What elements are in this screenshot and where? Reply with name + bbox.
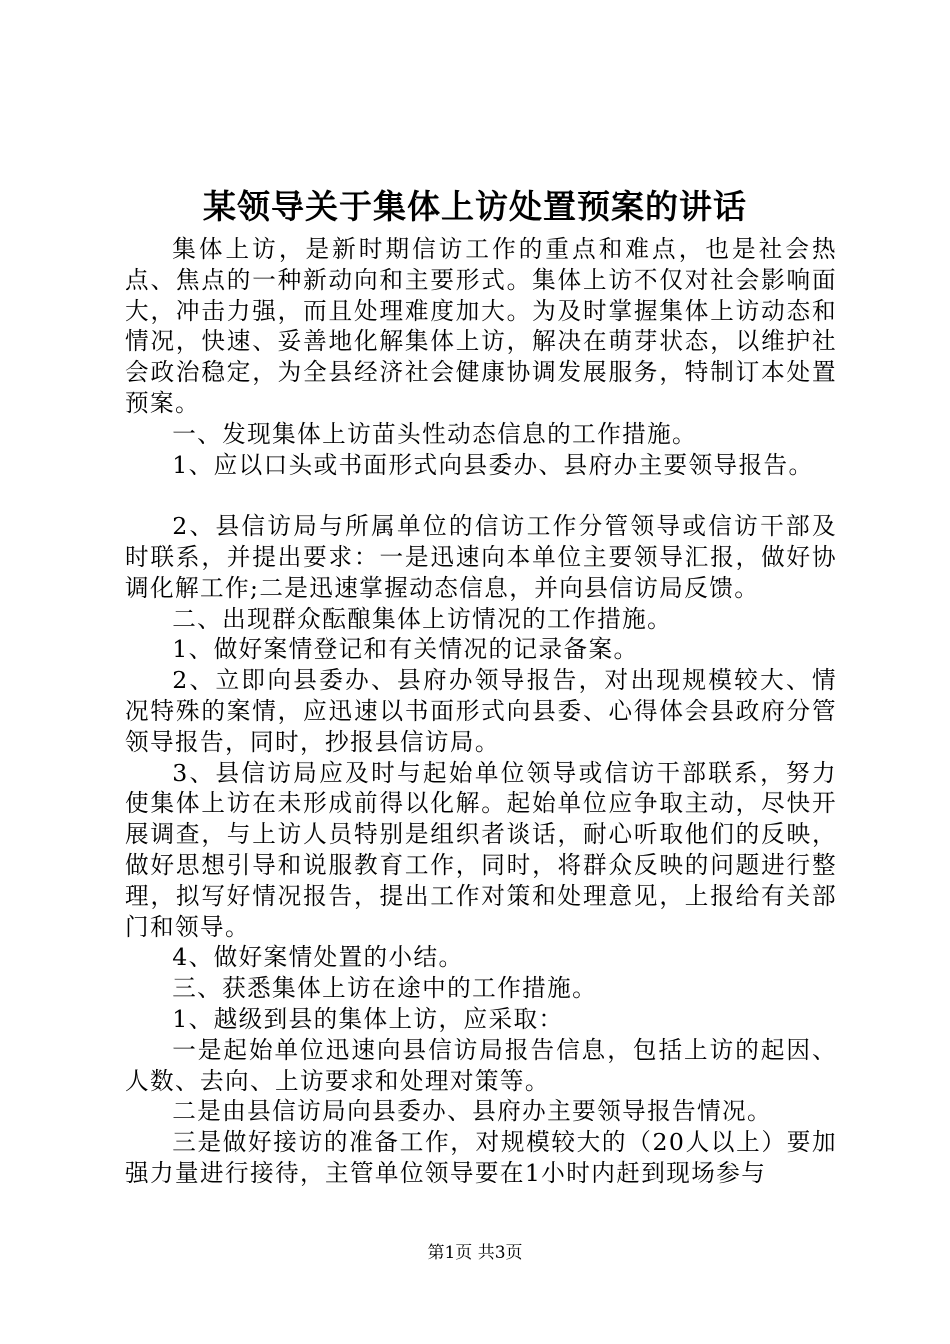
paragraph-item: 2、立即向县委办、县府办领导报告，对出现规模较大、情况特殊的案情，应迅速以书面形式向县委、心得体会县政府分管领导报告，同时，抄报县信访局。 <box>125 666 837 756</box>
section-heading-3: 三、获悉集体上访在途中的工作措施。 <box>172 974 598 1003</box>
document-body <box>125 234 837 1189</box>
paragraph-item: 1、做好案情登记和有关情况的记录备案。 <box>172 635 639 664</box>
section-heading-1: 一、发现集体上访苗头性动态信息的工作措施。 <box>172 419 698 448</box>
page-footer: 第1页 共3页 <box>427 1243 523 1263</box>
paragraph-item: 一是起始单位迅速向县信访局报告信息，包括上访的起因、人数、去向、上访要求和处理对策等。 <box>125 1035 837 1095</box>
paragraph-item: 2、县信访局与所属单位的信访工作分管领导或信访干部及时联系，并提出要求：一是迅速向本单位主要领导汇报，做好协调化解工作;二是迅速掌握动态信息，并向县信访局反馈。 <box>125 512 837 602</box>
paragraph-item: 1、应以口头或书面形式向县委办、县府办主要领导报告。 <box>172 450 814 479</box>
paragraph-item: 4、做好案情处置的小结。 <box>172 943 464 972</box>
document-title: 某领导关于集体上访处置预案的讲话 <box>203 187 747 226</box>
paragraph-item: 二是由县信访局向县委办、县府办主要领导报告情况。 <box>172 1097 773 1126</box>
paragraph-intro: 集体上访，是新时期信访工作的重点和难点，也是社会热点、焦点的一种新动向和主要形式。集体上访不仅对社会影响面大，冲击力强，而且处理难度加大。为及时掌握集体上访动态和情况，快速、妥善地化解集体上访，解决在萌芽状态，以维护社会政治稳定，为全县经济社会健康协调发展服务，特制订本处置预案。 <box>125 235 837 417</box>
paragraph-item: 三是做好接访的准备工作，对规模较大的（20人以上）要加强力量进行接待，主管单位领导要在1小时内赶到现场参与 <box>125 1128 837 1187</box>
paragraph-item: 1、越级到县的集体上访，应采取： <box>172 1004 564 1033</box>
section-heading-2: 二、出现群众酝酿集体上访情况的工作措施。 <box>172 604 673 633</box>
paragraph-item: 3、县信访局应及时与起始单位领导或信访干部联系，努力使集体上访在未形成前得以化解。起始单位应争取主动，尽快开展调查，与上访人员特别是组织者谈话，耐心听取他们的反映，做好思想引导和说服教育工作，同时，将群众反映的问题进行整理，拟写好情况报告，提出工作对策和处理意见，上报给有关部门和领导。 <box>125 758 837 941</box>
